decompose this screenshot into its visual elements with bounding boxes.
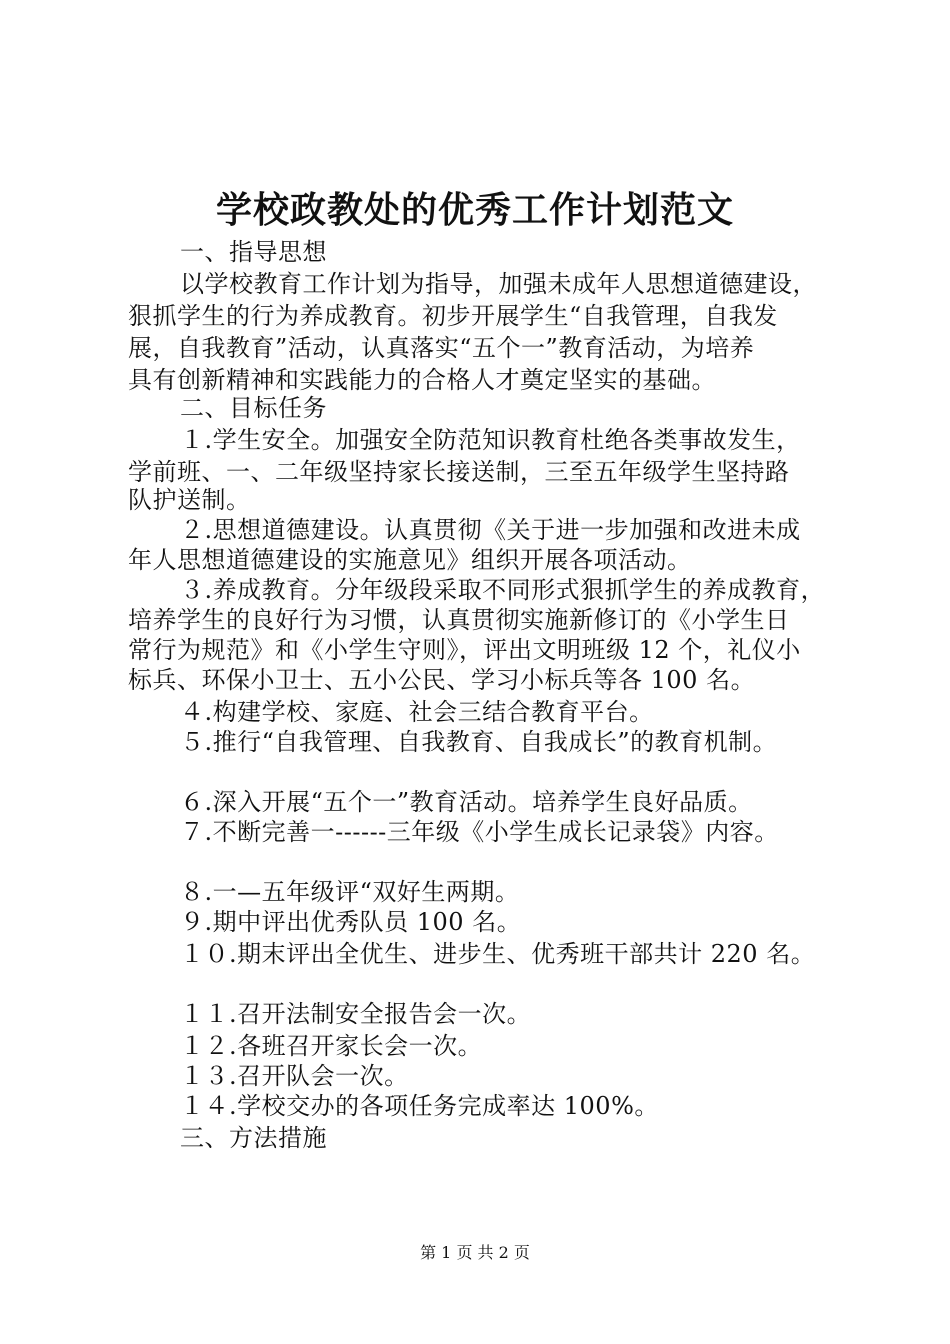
paragraph-line: 具有创新精神和实践能力的合格人才奠定坚实的基础。 — [128, 366, 716, 394]
list-item: ３.养成教育。分年级段采取不同形式狠抓学生的养成教育， — [180, 576, 826, 604]
list-item: １.学生安全。加强安全防范知识教育杜绝各类事故发生， — [180, 426, 801, 454]
list-item: ８.一—五年级评“双好生两期。 — [180, 878, 520, 906]
list-item: ２.思想道德建设。认真贯彻《关于进一步加强和改进未成 — [180, 516, 801, 544]
paragraph-line: 标兵、环保小卫士、五小公民、学习小标兵等各 100 名。 — [128, 666, 756, 694]
list-item: １２.各班召开家长会一次。 — [180, 1032, 483, 1060]
list-item: １０.期末评出全优生、进步生、优秀班干部共计 220 名。 — [180, 940, 816, 968]
section-heading-methods: 三、方法措施 — [180, 1124, 327, 1152]
list-item: ５.推行“自我管理、自我教育、自我成长”的教育机制。 — [180, 728, 778, 756]
list-item: １４.学校交办的各项任务完成率达 100%。 — [180, 1092, 659, 1120]
list-item: ６.深入开展“五个一”教育活动。培养学生良好品质。 — [180, 788, 753, 816]
section-heading-guiding-thought: 一、指导思想 — [180, 238, 327, 266]
paragraph-line: 展，自我教育”活动，认真落实“五个一”教育活动，为培养 — [128, 334, 755, 362]
list-item: １１.召开法制安全报告会一次。 — [180, 1000, 532, 1028]
paragraph-line: 培养学生的良好行为习惯，认真贯彻实施新修订的《小学生日 — [128, 606, 790, 634]
list-item: ９.期中评出优秀队员 100 名。 — [180, 908, 522, 936]
paragraph-line: 队护送制。 — [128, 486, 251, 514]
list-item: １３.召开队会一次。 — [180, 1062, 409, 1090]
paragraph-line: 常行为规范》和《小学生守则》，评出文明班级 12 个，礼仪小 — [128, 636, 801, 664]
document-title: 学校政教处的优秀工作计划范文 — [215, 189, 734, 231]
section-heading-goals: 二、目标任务 — [180, 394, 327, 422]
list-item: ４.构建学校、家庭、社会三结合教育平台。 — [180, 698, 654, 726]
paragraph-line: 学前班、一、二年级坚持家长接送制，三至五年级学生坚持路 — [128, 458, 790, 486]
paragraph-line: 年人思想道德建设的实施意见》组织开展各项活动。 — [128, 546, 692, 574]
page-number-footer: 第 1 页 共 2 页 — [420, 1243, 530, 1262]
paragraph-line: 狠抓学生的行为养成教育。初步开展学生“自我管理，自我发 — [128, 302, 778, 330]
paragraph-line: 以学校教育工作计划为指导，加强未成年人思想道德建设， — [180, 270, 817, 298]
list-item: ７.不断完善一------三年级《小学生成长记录袋》内容。 — [180, 818, 779, 846]
